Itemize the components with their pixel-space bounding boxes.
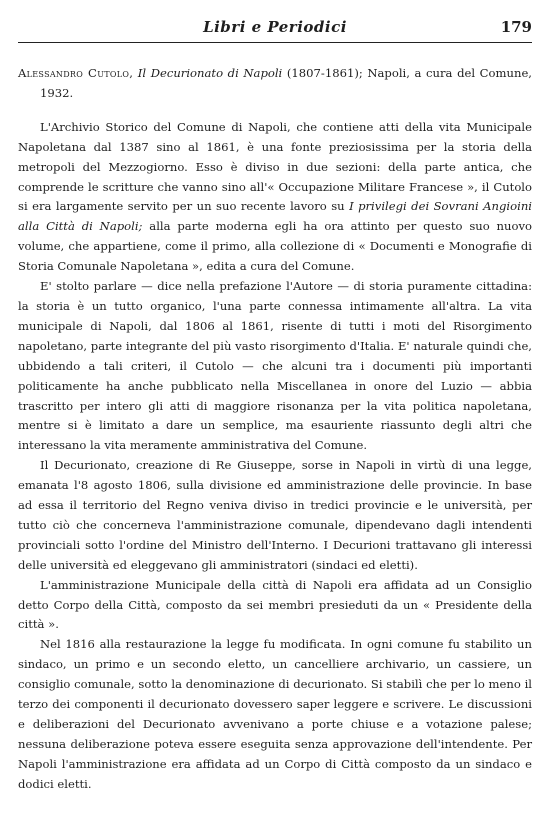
- text-segment: L'amministrazione Municipale della città di Napoli era affidata ad un Consiglio detto Corpo della Città, composto da sei membri presieduti da un « Presidente della città ».: [18, 577, 532, 632]
- text-segment: alla parte moderna egli ha ora attinto per questo suo nuovo volume, che appartiene, come il primo, alla collezione di « Documenti e Monografie di Storia Comunale Napoletana », edita a cura del Comune.: [18, 219, 533, 274]
- publication-details: (1807-1861); Napoli, a cura del Comune, 1932.: [40, 66, 532, 100]
- page-body: [18, 64, 532, 795]
- text-segment: Nel 1816 alla restaurazione la legge fu modificata. In ogni comune fu stabilito un sindaco, un primo e un secondo eletto, un cancelliere archivario, un cassiere, un consiglio comunale, sotto la denominazione di decurionato. Si stabilì che per lo meno il terzo dei componenti il decurionato dovessero saper leggere e scrivere. Le discussioni e deliberazioni del Decurionato avvenivano a porte chiuse e a votazione palese; nessuna deliberazione poteva essere eseguita senza approvazione dell'intendente. Per Napoli l'amministrazione era affidata ad un Corpo di Città composto da un sindaco e dodici eletti.: [18, 637, 532, 791]
- page-header: [18, 14, 532, 43]
- page-number: 179: [500, 18, 532, 36]
- paragraph: [18, 576, 532, 636]
- text-segment: Il Decurionato, creazione di Re Giuseppe, sorse in Napoli in virtù di una legge, emanata l'8 agosto 1806, sulla divisione ed amministrazione delle provincie. In base ad essa il territorio del Regno veniva diviso in tredici provincie e le università, per tutto ciò che concerneva l'amministrazione comunale, dipendevano dagli intendenti provinciali sotto l'ordine del Ministro dell'Interno. I Decurioni trattavano gli interessi delle università ed eleggevano gli amministratori (sindaci ed eletti).: [18, 458, 532, 572]
- author-name: Alessandro Cutolo,: [18, 66, 134, 80]
- bibliographic-entry: [18, 64, 532, 104]
- text-segment: L'Archivio Storico del Comune di Napoli, che contiene atti della vita Municipale Napoletana dal 1387 sino al 1861, è una fonte preziosissima per la storia della metropoli del Mezzogiorno. Esso è diviso in due sezioni: della parte antica, che comprende le scritture che vanno sino all'« Occupazione Militare Francese », il Cutolo si era largamente servito per un suo recente lavoro su: [18, 119, 532, 214]
- paragraph: [18, 635, 532, 794]
- cited-title: I privilegi dei Sovrani Angioini alla Città di Napoli;: [18, 199, 532, 234]
- text-segment: E' stolto parlare — dice nella prefazione l'Autore — di storia puramente cittadina: la storia è un tutto organico, l'una parte connessa intimamente all'altra. La vita municipale di Napoli, dal 1806 al 1861, risente di tutti i moti del Risorgimento napoletano, parte integrante del più vasto risorgimento d'Italia. E' naturale quindi che, ubbidendo a tali criteri, il Cutolo — che alcuni tra i documenti più importanti politicamente ha anche pubblicato nella Miscellanea in onore del Luzio — abbia trascritto per intero gli atti di maggiore risonanza per la vita politica napoletana, mentre si è limitato a dare un semplice, ma esauriente riassunto degli altri che interessano la vita meramente amministrativa del Comune.: [18, 279, 532, 453]
- paragraph: [18, 456, 532, 575]
- paragraph: [18, 118, 532, 277]
- paragraph: [18, 277, 532, 456]
- book-title: Il Decurionato di Napoli: [137, 66, 283, 80]
- running-title: Libri e Periodici: [203, 18, 347, 36]
